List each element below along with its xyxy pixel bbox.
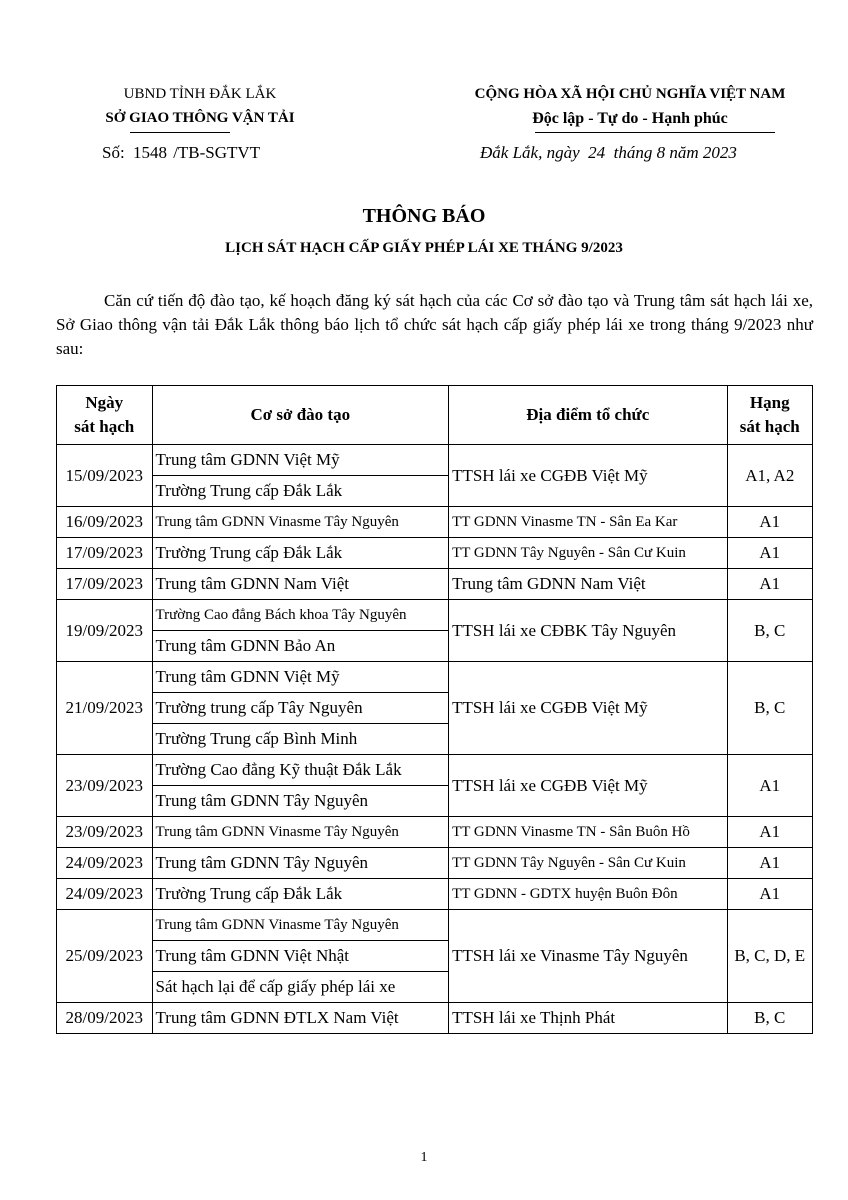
license-class-cell: A1 <box>727 569 812 600</box>
license-class-cell: A1 <box>727 817 812 848</box>
license-class-cell: B, C <box>727 1003 812 1034</box>
location-cell: TT GDNN Vinasme TN - Sân Ea Kar <box>449 507 727 538</box>
license-class-cell: A1, A2 <box>727 445 812 507</box>
header-license-class-line1: Hạng <box>749 393 790 412</box>
location-cell: TT GDNN Tây Nguyên - Sân Cư Kuin <box>449 848 727 879</box>
table-header-row <box>57 386 813 445</box>
training-school-cell: Trung tâm GDNN Việt Mỹ <box>152 445 449 476</box>
license-class-cell: A1 <box>727 755 812 817</box>
location-cell: TTSH lái xe CGĐB Việt Mỹ <box>449 755 727 817</box>
exam-date-cell: 24/09/2023 <box>57 879 153 910</box>
nation-name: CỘNG HÒA XÃ HỘI CHỦ NGHĨA VIỆT NAM <box>474 86 786 102</box>
header-exam-date-line1: Ngày <box>85 393 124 412</box>
license-class-cell: B, C, D, E <box>727 910 812 1003</box>
document-title: THÔNG BÁO <box>362 205 486 227</box>
exam-date-cell: 19/09/2023 <box>57 600 153 662</box>
exam-date-cell: 28/09/2023 <box>57 1003 153 1034</box>
table-row <box>57 755 813 786</box>
license-class-cell: A1 <box>727 848 812 879</box>
location-cell: TT GDNN Vinasme TN - Sân Buôn Hồ <box>449 817 727 848</box>
exam-date-cell: 15/09/2023 <box>57 445 153 507</box>
table-row <box>57 879 813 910</box>
license-class-cell: A1 <box>727 879 812 910</box>
training-school-cell: Trung tâm GDNN Việt Nhật <box>152 941 449 972</box>
table-row <box>57 507 813 538</box>
training-school-cell: Trung tâm GDNN Vinasme Tây Nguyên <box>152 817 449 848</box>
table-row <box>57 538 813 569</box>
location-cell: TTSH lái xe CGĐB Việt Mỹ <box>449 445 727 507</box>
exam-schedule-table <box>56 385 813 1034</box>
training-school-cell: Trường Cao đẳng Kỹ thuật Đắk Lắk <box>152 755 449 786</box>
exam-date-cell: 16/09/2023 <box>57 507 153 538</box>
training-school-cell: Trung tâm GDNN Vinasme Tây Nguyên <box>152 910 449 941</box>
exam-date-cell: 24/09/2023 <box>57 848 153 879</box>
national-motto: Độc lập - Tự do - Hạnh phúc <box>532 110 728 127</box>
intro-paragraph: Căn cứ tiến độ đào tạo, kế hoạch đăng ký sát hạch của các Cơ sở đào tạo và Trung tâm sát hạch lái xe, Sở Giao thông vận tải Đắk Lắk thông báo lịch tổ chức sát hạch cấp giấy phép lái xe trong tháng 9/2023 như sau: <box>56 291 813 358</box>
training-school-cell: Trường Trung cấp Đắk Lắk <box>152 538 449 569</box>
table-row <box>57 1003 813 1034</box>
location-cell: TT GDNN Tây Nguyên - Sân Cư Kuin <box>449 538 727 569</box>
left-header-rule <box>130 132 230 133</box>
training-school-cell: Sát hạch lại để cấp giấy phép lái xe <box>152 972 449 1003</box>
table-row <box>57 600 813 631</box>
exam-date-cell: 21/09/2023 <box>57 662 153 755</box>
page-number: 1 <box>420 1150 428 1165</box>
document-number <box>102 143 260 163</box>
training-school-cell: Trung tâm GDNN Vinasme Tây Nguyên <box>152 507 449 538</box>
issuing-agency: UBND TỈNH ĐẮK LẮK <box>123 86 277 102</box>
license-class-cell: A1 <box>727 538 812 569</box>
document-subtitle: LỊCH SÁT HẠCH CẤP GIẤY PHÉP LÁI XE THÁNG 9/2023 <box>225 240 623 256</box>
table-row <box>57 910 813 941</box>
training-school-cell: Trung tâm GDNN ĐTLX Nam Việt <box>152 1003 449 1034</box>
location-cell: Trung tâm GDNN Nam Việt <box>449 569 727 600</box>
training-school-cell: Trường Trung cấp Đắk Lắk <box>152 476 449 507</box>
table-row <box>57 848 813 879</box>
training-school-cell: Trung tâm GDNN Nam Việt <box>152 569 449 600</box>
license-class-cell: B, C <box>727 662 812 755</box>
table-row <box>57 817 813 848</box>
table-row <box>57 662 813 693</box>
exam-date-cell: 23/09/2023 <box>57 817 153 848</box>
exam-date-cell: 17/09/2023 <box>57 569 153 600</box>
license-class-cell: A1 <box>727 507 812 538</box>
training-school-cell: Trung tâm GDNN Việt Mỹ <box>152 662 449 693</box>
right-header-rule <box>535 132 775 133</box>
place-and-date: Đắk Lắk, ngày 24 tháng 8 năm 2023 <box>480 143 737 162</box>
location-cell: TTSH lái xe Thịnh Phát <box>449 1003 727 1034</box>
header-exam-date <box>57 386 153 445</box>
training-school-cell: Trường Trung cấp Đắk Lắk <box>152 879 449 910</box>
header-training-school: Cơ sở đào tạo <box>152 386 449 445</box>
training-school-cell: Trung tâm GDNN Tây Nguyên <box>152 786 449 817</box>
license-class-cell: B, C <box>727 600 812 662</box>
training-school-cell: Trung tâm GDNN Tây Nguyên <box>152 848 449 879</box>
training-school-cell: Trường Trung cấp Bình Minh <box>152 724 449 755</box>
exam-date-cell: 25/09/2023 <box>57 910 153 1003</box>
document-number-value: 1548 <box>132 143 167 162</box>
issuing-department: SỞ GIAO THÔNG VẬN TẢI <box>105 110 295 126</box>
table-row <box>57 445 813 476</box>
header-license-class-line2: sát hạch <box>739 417 800 436</box>
table-row <box>57 569 813 600</box>
header-location: Địa điểm tổ chức <box>449 386 727 445</box>
location-cell: TT GDNN - GDTX huyện Buôn Đôn <box>449 879 727 910</box>
exam-date-cell: 23/09/2023 <box>57 755 153 817</box>
training-school-cell: Trường trung cấp Tây Nguyên <box>152 693 449 724</box>
header-license-class <box>727 386 812 445</box>
location-cell: TTSH lái xe CĐBK Tây Nguyên <box>449 600 727 662</box>
location-cell: TTSH lái xe CGĐB Việt Mỹ <box>449 662 727 755</box>
training-school-cell: Trường Cao đẳng Bách khoa Tây Nguyên <box>152 600 449 631</box>
training-school-cell: Trung tâm GDNN Bảo An <box>152 631 449 662</box>
document-number-prefix: Số: <box>102 143 125 162</box>
header-exam-date-line2: sát hạch <box>74 417 135 436</box>
location-cell: TTSH lái xe Vinasme Tây Nguyên <box>449 910 727 1003</box>
exam-date-cell: 17/09/2023 <box>57 538 153 569</box>
document-number-suffix: /TB-SGTVT <box>173 143 261 162</box>
